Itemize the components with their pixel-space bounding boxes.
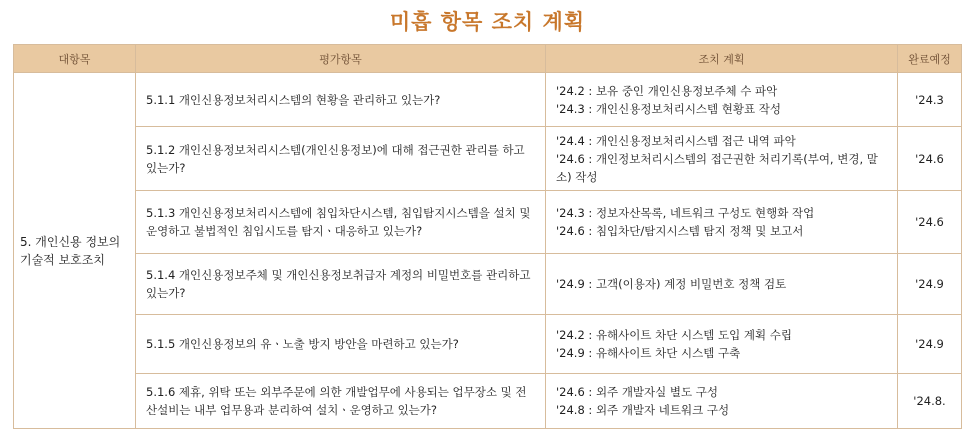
- table-row: [14, 127, 962, 191]
- header-eval-item: 평가항목: [136, 45, 546, 73]
- table-row: [14, 315, 962, 374]
- plan-line: '24.4 : 개인신용정보처리시스템 접근 내역 파악: [556, 133, 796, 148]
- header-category: 대항목: [14, 45, 136, 73]
- category-cell: 5. 개인신용 정보의 기술적 보호조치: [14, 73, 136, 429]
- table-row: [14, 254, 962, 315]
- eval-item-cell: 5.1.1 개인신용정보처리시스템의 현황을 관리하고 있는가?: [136, 73, 546, 127]
- table-row: [14, 73, 962, 127]
- plan-line: '24.2 : 보유 중인 개인신용정보주체 수 파악: [556, 83, 778, 98]
- table-row: [14, 374, 962, 429]
- due-cell: '24.8.: [898, 374, 962, 429]
- page-title: 미흡 항목 조치 계획: [389, 10, 586, 34]
- plan-line: '24.6 : 외주 개발자실 별도 구성: [556, 385, 719, 399]
- due-cell: '24.9: [898, 315, 962, 374]
- action-plan-table: [13, 44, 962, 429]
- plan-cell: [546, 315, 898, 374]
- due-cell: '24.9: [898, 254, 962, 315]
- due-cell: '24.6: [898, 127, 962, 191]
- plan-cell: [546, 191, 898, 254]
- plan-cell: [546, 374, 898, 429]
- header-action-plan: 조치 계획: [546, 45, 898, 73]
- plan-line: '24.9 : 유해사이트 차단 시스템 구축: [556, 346, 741, 360]
- plan-line: '24.6 : 개인정보처리시스템의 접근권한 처리기록(부여, 변경, 말소) 작성: [556, 151, 878, 184]
- eval-item-cell: 5.1.4 개인신용정보주체 및 개인신용정보취급자 계정의 비밀번호를 관리하고 있는가?: [136, 254, 546, 315]
- table-row: [14, 191, 962, 254]
- plan-line: '24.8 : 외주 개발자 네트워크 구성: [556, 403, 730, 417]
- plan-cell: [546, 73, 898, 127]
- plan-line: '24.3 : 정보자산목록, 네트워크 구성도 현행화 작업: [556, 206, 815, 220]
- plan-line: '24.9 : 고객(이용자) 계정 비밀번호 정책 검토: [556, 277, 787, 291]
- due-cell: '24.6: [898, 191, 962, 254]
- eval-item-cell: 5.1.5 개인신용정보의 유ㆍ노출 방지 방안을 마련하고 있는가?: [136, 315, 546, 374]
- plan-line: '24.6 : 침입차단/탐지시스템 탐지 정책 및 보고서: [556, 224, 804, 238]
- plan-cell: [546, 254, 898, 315]
- table-header-row: [14, 45, 962, 73]
- eval-item-cell: 5.1.6 제휴, 위탁 또는 외부주문에 의한 개발업무에 사용되는 업무장소 및 전산설비는 내부 업무용과 분리하여 설치ㆍ운영하고 있는가?: [136, 374, 546, 429]
- plan-line: '24.2 : 유해사이트 차단 시스템 도입 계획 수립: [556, 328, 792, 342]
- plan-line: '24.3 : 개인신용정보처리시스템 현황표 작성: [556, 101, 782, 116]
- plan-cell: [546, 127, 898, 191]
- header-due: 완료예정: [898, 45, 962, 73]
- due-cell: '24.3: [898, 73, 962, 127]
- eval-item-cell: 5.1.3 개인신용정보처리시스템에 침입차단시스템, 침입탐지시스템을 설치 및 운영하고 불법적인 침입시도를 탐지ㆍ대응하고 있는가?: [136, 191, 546, 254]
- eval-item-cell: 5.1.2 개인신용정보처리시스템(개인신용정보)에 대해 접근권한 관리를 하고 있는가?: [136, 127, 546, 191]
